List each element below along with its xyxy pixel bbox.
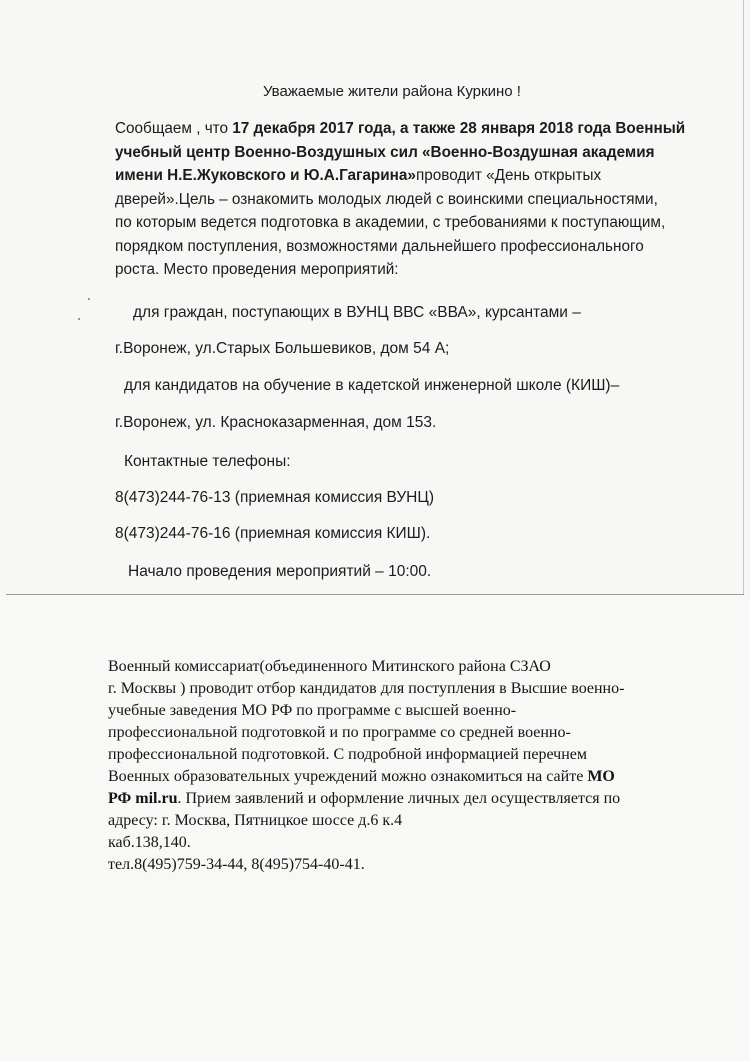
commissariat-address: адресу: г. Москва, Пятницкое шоссе д.6 к.4 xyxy=(108,812,403,829)
intro-line-6: порядком поступления, возможностями дальнейшего профессионального xyxy=(115,237,644,255)
site-url: РФ mil.ru xyxy=(108,790,178,807)
contacts-label: Контактные телефоны: xyxy=(124,453,291,470)
academy-name: учебный центр Военно-Воздушных сил «Военно-Воздушная академия xyxy=(115,143,655,161)
intro-text: проводит «День открытых xyxy=(415,167,602,184)
vunc-candidates-text: для граждан, поступающих в ВУНЦ ВВС «ВВА», курсантами – xyxy=(133,304,581,321)
site-name: МО xyxy=(587,768,615,785)
kish-address: г.Воронеж, ул. Красноказарменная, дом 153. xyxy=(115,414,437,431)
notice-intro xyxy=(115,117,705,282)
commissariat-text: . Прием заявлений и оформление личных дел осуществляется по xyxy=(177,790,621,807)
commissariat-line xyxy=(108,766,698,788)
scan-speck xyxy=(78,318,80,320)
commissariat-line: г. Москвы ) проводит отбор кандидатов для поступления в Высшие военно- xyxy=(108,680,625,697)
intro-line-4: дверей».Цель – ознакомить молодых людей с воинскими специальностями, xyxy=(115,190,658,208)
intro-line-3 xyxy=(115,164,705,188)
commissariat-rooms: каб.138,140. xyxy=(108,834,191,851)
intro-line-7: роста. Место проведения мероприятий: xyxy=(115,261,399,278)
start-time: Начало проведения мероприятий – 10:00. xyxy=(128,563,432,580)
commissariat-line: профессиональной подготовкой. С подробной информацией перечнем xyxy=(108,746,587,763)
intro-line-5: по которым ведется подготовка в академии, с требованиями к поступающим, xyxy=(115,214,666,231)
kish-candidates-text: для кандидатов на обучение в кадетской инженерной школе (КИШ)– xyxy=(124,377,620,394)
notice-title: Уважаемые жители района Куркино ! xyxy=(263,83,521,100)
academy-name-end: имени Н.Е.Жуковского и Ю.А.Гагарина» xyxy=(115,167,416,184)
commissariat-line: учебные заведения МО РФ по программе с высшей военно- xyxy=(108,702,517,719)
commissariat-phones: тел.8(495)759-34-44, 8(495)754-40-41. xyxy=(108,856,365,873)
commissariat-line: профессиональной подготовкой и по программе со средней военно- xyxy=(108,724,571,741)
scan-speck xyxy=(88,298,90,300)
sheet-edge xyxy=(743,0,744,594)
commissariat-notice xyxy=(108,656,698,876)
intro-line-1 xyxy=(115,117,705,141)
intro-text: Сообщаем , что xyxy=(115,120,233,137)
phone-vunc: 8(473)244-76-13 (приемная комиссия ВУНЦ) xyxy=(115,489,435,506)
commissariat-line: Военный комиссариат(объединенного Митинского района СЗАО xyxy=(108,658,551,675)
commissariat-line xyxy=(108,788,698,810)
sheet-divider xyxy=(6,594,744,595)
phone-kish: 8(473)244-76-16 (приемная комиссия КИШ). xyxy=(115,525,431,542)
event-dates: 17 декабря 2017 года, а также 28 января 2018 года Военный xyxy=(232,120,686,137)
intro-line-2 xyxy=(115,141,705,165)
vunc-address: г.Воронеж, ул.Старых Большевиков, дом 54 А; xyxy=(115,340,450,357)
commissariat-text: Военных образовательных учреждений можно ознакомиться на сайте xyxy=(108,768,588,785)
